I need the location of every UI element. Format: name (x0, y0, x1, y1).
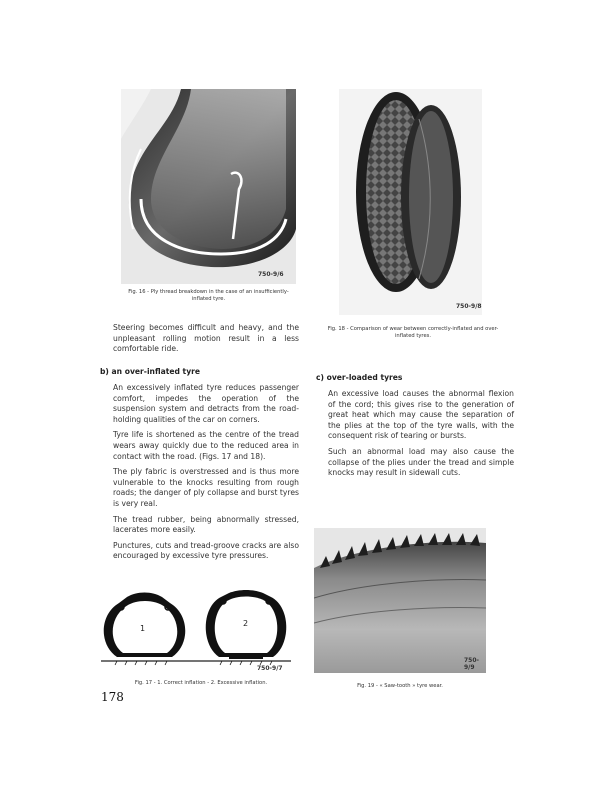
fig17-diagram (97, 585, 291, 675)
left-intro-paragraph: Steering becomes difficult and heavy, and the unpleasant rolling motion result in a less comfortable ride. (113, 323, 299, 354)
fig17-code: 750-9/7 (257, 665, 283, 672)
left-paragraph-4: The tread rubber, being abnormally stressed, lacerates more easily. (113, 514, 299, 535)
left-paragraph-1: An excessively inflated tyre reduces passenger comfort, impedes the operation of the suspension system and detracts from the road-holding qualities of the car on corners. (113, 383, 299, 424)
left-paragraph-2: Tyre life is shortened as the centre of the tread wears away quickly due to the reduced area in contact with the road. (Figs. 17 and 18). (113, 430, 299, 461)
fig18-caption-line1: Fig. 18 - Comparison of wear between correctly-inflated and over- (327, 326, 499, 332)
right-paragraph-1: An excessive load causes the abnormal flexion of the cord; this gives rise to the generation of great heat which may cause the separation of the plies at the top of the tyre walls, with the consequent risk of tearing or bursts. (328, 389, 514, 441)
page-number: 178 (101, 690, 124, 704)
fig16-photo (121, 89, 296, 284)
left-paragraph-3: The ply fabric is overstressed and is thus more vulnerable to the knocks resulting from rough roads; the danger of ply collapse and burst tyres is very real. (113, 467, 299, 508)
fig16-caption-line2: inflated tyre. (191, 296, 226, 302)
fig16-caption (121, 289, 296, 303)
fig18-photo (339, 89, 482, 315)
right-section-heading: c) over-loaded tyres (316, 373, 403, 382)
fig18-caption-line2: inflated tyres. (394, 333, 431, 339)
fig18-code: 750-9/8 (456, 303, 482, 310)
fig18-caption (313, 326, 513, 340)
fig17-label-2: 2 (243, 619, 249, 628)
fig16-code: 750-9/6 (258, 271, 284, 278)
fig17-caption: Fig. 17 - 1. Correct inflation - 2. Excessive inflation. (134, 680, 268, 686)
fig19-code: 750-9/9 (464, 657, 480, 671)
left-paragraph-5: Punctures, cuts and tread-groove cracks are also encouraged by excessive tyre pressures. (113, 540, 299, 561)
fig16-caption-line1: Fig. 16 - Ply thread breakdown in the case of an insufficiently- (128, 289, 289, 295)
fig19-caption: Fig. 19 - « Saw-tooth » tyre wear. (357, 683, 443, 689)
right-paragraph-2: Such an abnormal load may also cause the collapse of the plies under the tread and simple knocks may result in sidewall cuts. (328, 446, 514, 478)
left-section-heading: b) an over-inflated tyre (100, 367, 201, 376)
right-paragraphs (328, 389, 514, 484)
left-paragraphs (113, 383, 299, 567)
fig17-label-1: 1 (140, 624, 146, 633)
fig19-photo (314, 528, 486, 673)
